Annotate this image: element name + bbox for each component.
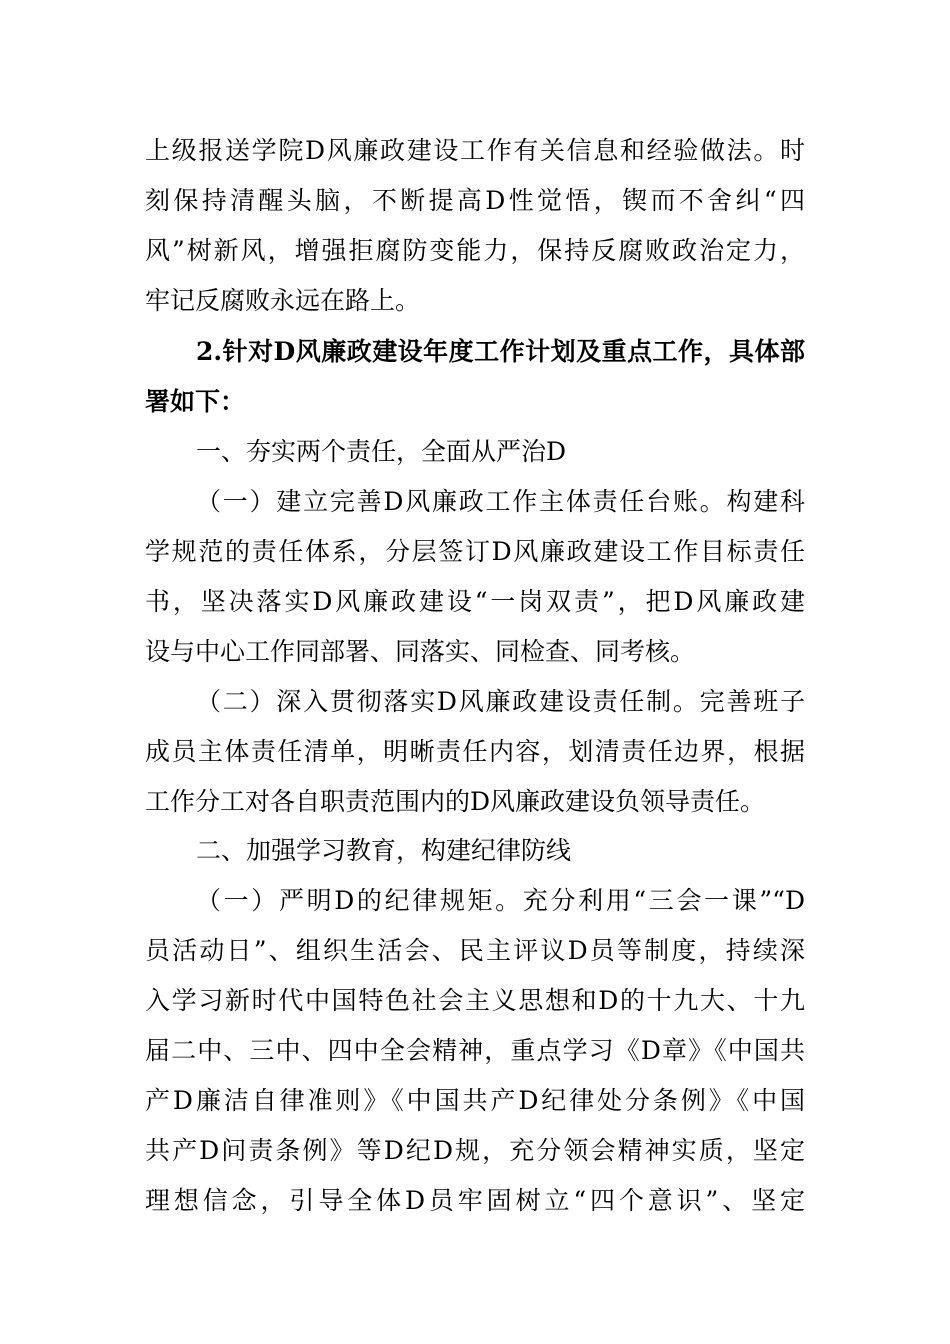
- paragraph-line: （一）严明D的纪律规矩。充分利用“三会一课”“D: [196, 886, 805, 915]
- paragraph-line: （二）深入贯彻落实D风廉政建设责任制。完善班子: [196, 687, 805, 716]
- section-heading: 2.针对D风廉政建设年度工作计划及重点工作，具体部: [196, 337, 805, 366]
- paragraph-line: 设与中心工作同部署、同落实、同检查、同考核。: [145, 637, 696, 666]
- heading-level-1: 一、夯实两个责任，全面从严治D: [196, 437, 567, 466]
- paragraph-line: 产D廉洁自律准则》《中国共产D纪律处分条例》《中国: [145, 1086, 805, 1115]
- paragraph-line: 入学习新时代中国特色社会主义思想和D的十九大、十九: [145, 986, 805, 1015]
- paragraph-line: 书，坚决落实D风廉政建设“一岗双责”，把D风廉政建: [145, 587, 805, 616]
- paragraph-line: 员活动日”、组织生活会、民主评议D员等制度，持续深: [145, 936, 805, 965]
- paragraph-line: （一）建立完善D风廉政工作主体责任台账。构建科: [196, 487, 805, 516]
- paragraph-line: 届二中、三中、四中全会精神，重点学习《D章》《中国共: [145, 1036, 805, 1065]
- paragraph-line: 工作分工对各自职责范围内的D风廉政建设负领导责任。: [145, 787, 766, 816]
- paragraph-line: 成员主体责任清单，明晰责任内容，划清责任边界，根据: [145, 737, 805, 766]
- paragraph-line: 风”树新风，增强拒腐防变能力，保持反腐败政治定力，: [145, 236, 805, 265]
- paragraph-line: 理想信念，引导全体D员牢固树立“四个意识”、坚定: [145, 1186, 805, 1215]
- section-heading-continued: 署如下：: [145, 387, 246, 416]
- heading-level-1: 二、加强学习教育，构建纪律防线: [196, 836, 572, 865]
- paragraph-line: 牢记反腐败永远在路上。: [145, 286, 421, 315]
- paragraph-line: 共产D问责条例》等D纪D规，充分领会精神实质，坚定: [145, 1136, 805, 1165]
- paragraph-line: 上级报送学院D风廉政建设工作有关信息和经验做法。时: [145, 136, 805, 165]
- paragraph-line: 刻保持清醒头脑，不断提高D性觉悟，锲而不舍纠“四: [145, 186, 805, 215]
- paragraph-line: 学规范的责任体系，分层签订D风廉政建设工作目标责任: [145, 537, 805, 566]
